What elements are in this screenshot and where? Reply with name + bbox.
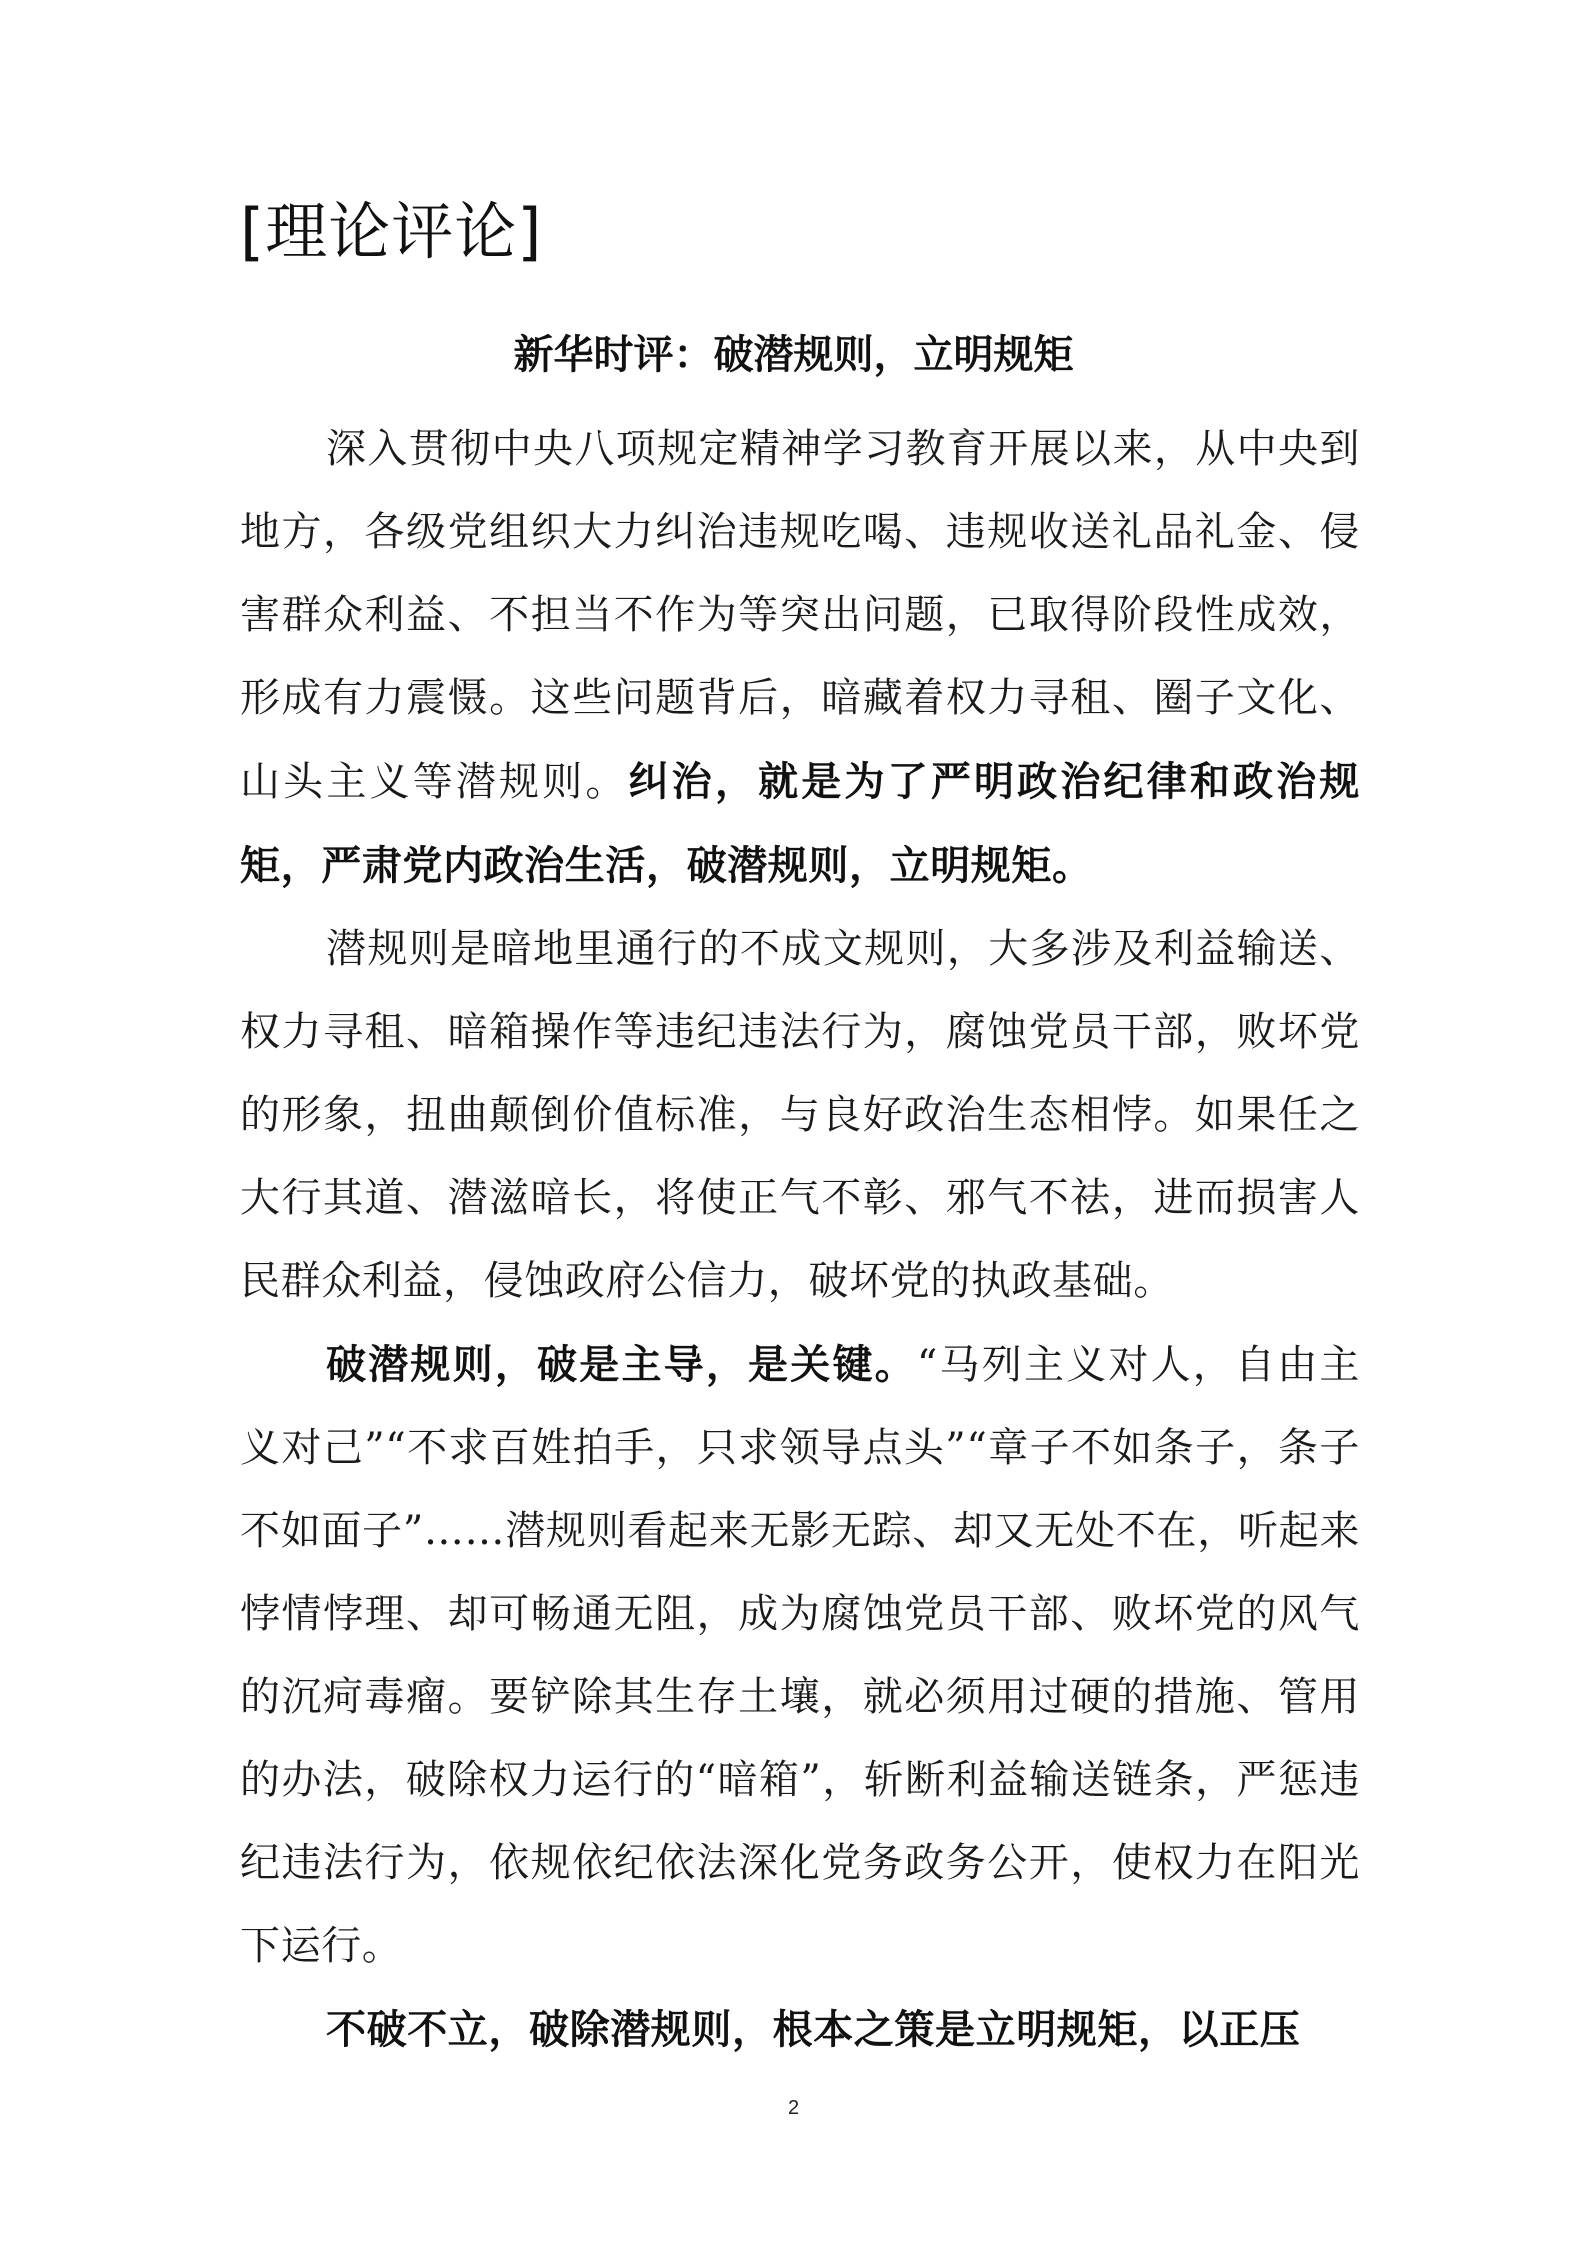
paragraph-3 [240,1323,1360,1988]
paragraph-1 [240,408,1360,908]
paragraph-1-text: 深入贯彻中央八项规定精神学习教育开展以来，从中央到地方，各级党组织大力纠治违规吃喝、违规收送礼品礼金、侵害群众利益、不担当不作为等突出问题，已取得阶段性成效，形成有力震慑。这些问题背后，暗藏着权力寻租、圈子文化、山头主义等潜规则。 [240,426,1360,805]
paragraph-1-emphasis: 纠治，就是为了严明政治纪律和政治规矩，严肃党内政治生活，破潜规则，立明规矩。 [240,758,1361,889]
page-number: 2 [787,2097,800,2119]
article-title: 新华时评：破潜规则，立明规矩 [513,331,1074,378]
paragraph-4 [240,1988,1360,2072]
article-body [240,408,1360,2072]
paragraph-2 [240,908,1360,1323]
section-tag: [理论评论] [240,195,543,268]
paragraph-3-text: “马列主义对人，自由主义对己”“不求百姓拍手，只求领导点头”“章子不如条子，条子不如面子”……潜规则看起来无影无踪、却又无处不在，听起来悖情悖理、却可畅通无阻，成为腐蚀党员干部、败坏党的风气的沉疴毒瘤。要铲除其生存土壤，就必须用过硬的措施、管用的办法，破除权力运行的“暗箱”，斩断利益输送链条，严惩违纪违法行为，依规依纪依法深化党务政务公开，使权力在阳光下运行。 [240,1342,1360,1969]
paragraph-4-lead: 不破不立，破除潜规则，根本之策是立明规矩，以正压 [326,2006,1301,2053]
paragraph-2-text: 潜规则是暗地里通行的不成文规则，大多涉及利益输送、权力寻租、暗箱操作等违纪违法行为，腐蚀党员干部，败坏党的形象，扭曲颠倒价值标准，与良好政治生态相悖。如果任之大行其道、潜滋暗长，将使正气不彰、邪气不祛，进而损害人民群众利益，侵蚀政府公信力，破坏党的执政基础。 [240,926,1360,1304]
paragraph-3-lead: 破潜规则，破是主导，是关键。 [326,1341,917,1388]
